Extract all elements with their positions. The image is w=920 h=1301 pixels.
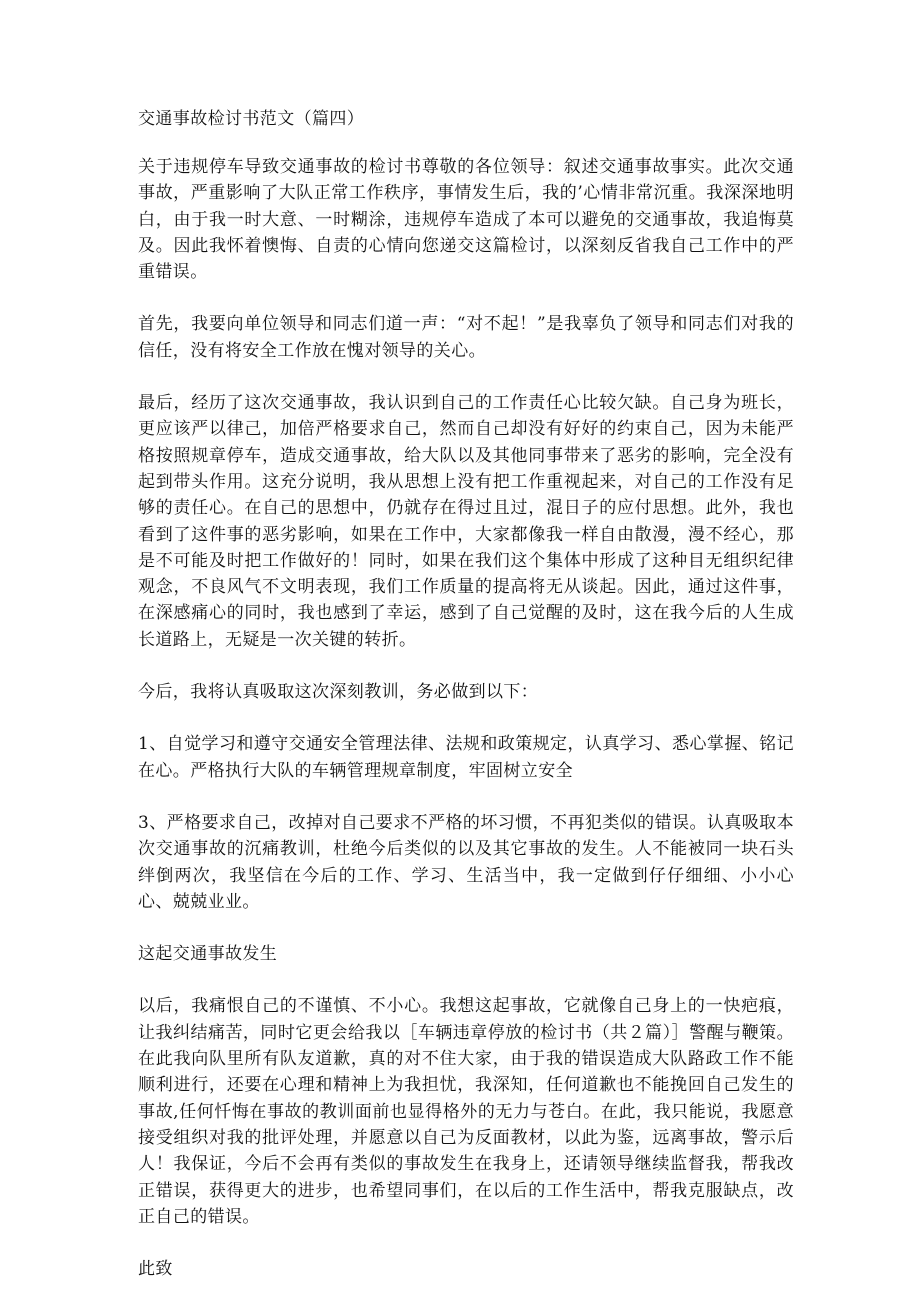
- paragraph-intro: 关于违规停车导致交通事故的检讨书尊敬的各位领导：叙述交通事故事实。此次交通事故，严重影响了大队正常工作秩序，事情发生后，我的’心情非常沉重。我深深地明白，由于我一时大意、一时糊涂，违规停车造成了本可以避免的交通事故，我追悔莫及。因此我怀着懊悔、自责的心情向您递交这篇检讨，以深刻反省我自己工作中的严重错误。: [138, 157, 794, 283]
- paragraph-accident-occurred: 这起交通事故发生: [138, 944, 278, 965]
- paragraph-remorse: 以后，我痛恨自己的不谨慎、不小心。我想这起事故，它就像自己身上的一快疤痕，让我纠结痛苦，同时它更会给我以［车辆违章停放的检讨书（共２篇）］警醒与鞭策。在此我向队里所有队友道歉，真的对不住大家，由于我的错误造成大队路政工作不能顺利进行，还要在心理和精神上为我担忧，我深知，任何道歉也不能挽回自己发生的事故,任何忏悔在事故的教训面前也显得格外的无力与苍白。在此，我只能说，我愿意接受组织对我的批评处理，并愿意以自己为反面教材，以此为鉴，远离事故，警示后人！我保证，今后不会再有类似的事故发生在我身上，还请领导继续监督我，帮我改正错误，获得更大的进步，也希望同事们，在以后的工作生活中，帮我克服缺点，改正自己的错误。: [138, 996, 794, 1227]
- paragraph-commitment-intro: 今后，我将认真吸取这次深刻教训，务必做到以下：: [138, 682, 539, 703]
- paragraph-point-1: 1、自觉学习和遵守交通安全管理法律、法规和政策规定，认真学习、悉心掌握、铭记在心。严格执行大队的车辆管理规章制度，牢固树立安全: [138, 734, 794, 781]
- document-page: [138, 106, 794, 1282]
- document-title: 交通事故检讨书范文（篇四）: [138, 109, 365, 129]
- paragraph-apology: 首先，我要向单位领导和同志们道一声：“对不起！”是我辜负了领导和同志们对我的信任，没有将安全工作放在愧对领导的关心。: [138, 314, 794, 361]
- paragraph-point-3: 3、严格要求自己，改掉对自己要求不严格的坏习惯，不再犯类似的错误。认真吸取本次交通事故的沉痛教训，杜绝今后类似的以及其它事故的发生。人不能被同一块石头绊倒两次，我坚信在今后的工作、学习、生活当中，我一定做到仔仔细细、小小心心、兢兢业业。: [138, 812, 794, 912]
- paragraph-reflection: 最后，经历了这次交通事故，我认识到自己的工作责任心比较欠缺。自己身为班长，更应该严以律己，加倍严格要求自己，然而自己却没有好好的约束自己，因为未能严格按照规章停车，造成交通事故，给大队以及其他同事带来了恶劣的影响，完全没有起到带头作用。这充分说明，我从思想上没有把工作重视起来，对自己的工作没有足够的责任心。在自己的思想中，仍就存在得过且过，混日子的应付思想。此外，我也看到了这件事的恶劣影响，如果在工作中，大家都像我一样自由散漫，漫不经心，那是不可能及时把工作做好的！同时，如果在我们这个集体中形成了这种目无组织纪律观念，不良风气不文明表现，我们工作质量的提高将无从谈起。因此，通过这件事，在深感痛心的同时，我也感到了幸运，感到了自己觉醒的及时，这在我今后的人生成长道路上，无疑是一次关键的转折。: [138, 393, 794, 650]
- paragraph-closing: 此致: [138, 1259, 173, 1280]
